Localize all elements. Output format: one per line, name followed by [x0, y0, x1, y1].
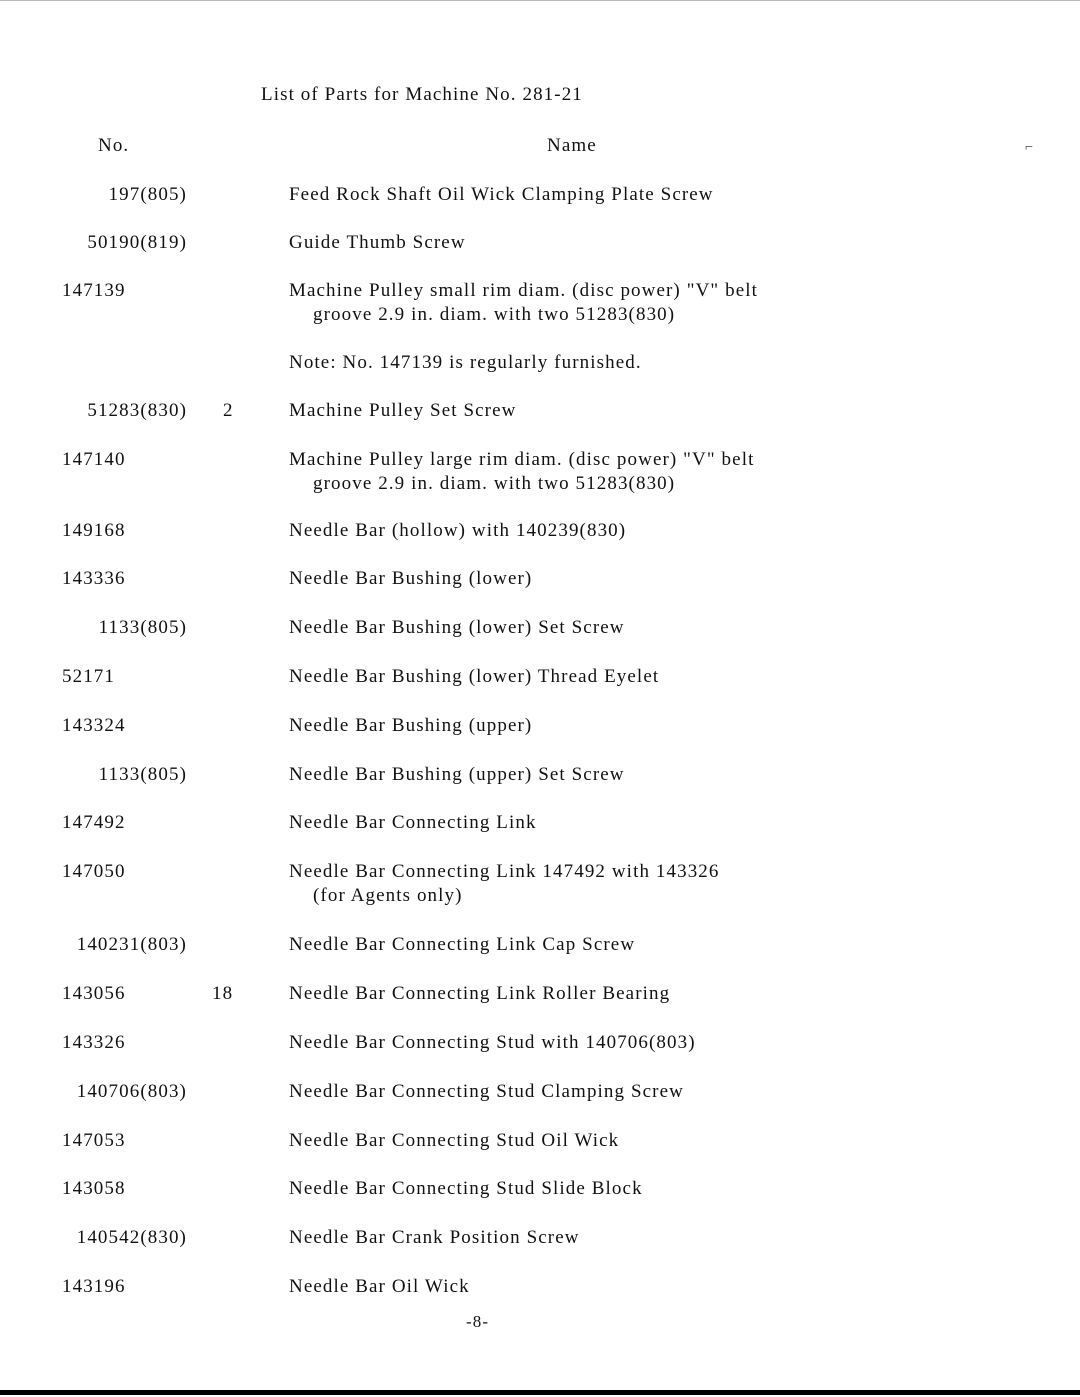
part-number: 143324: [62, 715, 126, 736]
part-name: Needle Bar Connecting Stud Slide Block: [289, 1178, 643, 1199]
part-name: Needle Bar Connecting Stud Clamping Screw: [289, 1081, 684, 1102]
part-name: Machine Pulley small rim diam. (disc power) "V" belt: [289, 280, 758, 301]
part-name: Guide Thumb Screw: [289, 232, 466, 253]
part-name: Needle Bar (hollow) with 140239(830): [289, 520, 627, 541]
part-number: 50190(819): [87, 232, 187, 253]
part-name: Machine Pulley Set Screw: [289, 400, 517, 421]
part-name: Needle Bar Connecting Link 147492 with 143326: [289, 861, 720, 882]
part-number: 1133(805): [98, 617, 187, 638]
part-name-continued: groove 2.9 in. diam. with two 51283(830): [313, 304, 676, 325]
part-number: 1133(805): [98, 764, 187, 785]
part-number: 147140: [62, 449, 126, 470]
part-name: Needle Bar Crank Position Screw: [289, 1227, 580, 1248]
part-number: 149168: [62, 520, 126, 541]
part-number: 143326: [62, 1032, 126, 1053]
part-name-continued: (for Agents only): [313, 885, 463, 906]
page-number: -8-: [466, 1312, 490, 1331]
margin-mark: ⌐: [1025, 140, 1033, 155]
part-number: 140706(803): [76, 1081, 187, 1102]
part-name: Needle Bar Bushing (lower) Set Screw: [289, 617, 625, 638]
part-number: 147050: [62, 861, 126, 882]
part-name: Needle Bar Bushing (lower): [289, 568, 533, 589]
part-name: Needle Bar Bushing (upper): [289, 715, 533, 736]
part-quantity: 2: [223, 400, 234, 421]
part-number: 147139: [62, 280, 126, 301]
part-number: 52171: [62, 666, 115, 687]
part-name: Needle Bar Connecting Stud with 140706(803): [289, 1032, 696, 1053]
page-title: List of Parts for Machine No. 281-21: [261, 84, 583, 105]
top-border: [0, 0, 1080, 1]
part-number: 140542(830): [76, 1227, 187, 1248]
part-name: Needle Bar Connecting Stud Oil Wick: [289, 1130, 620, 1151]
part-number: 140231(803): [76, 934, 187, 955]
part-number: 147492: [62, 812, 126, 833]
part-number: 147053: [62, 1130, 126, 1151]
part-name: Needle Bar Bushing (upper) Set Screw: [289, 764, 625, 785]
part-name: Needle Bar Connecting Link Cap Screw: [289, 934, 636, 955]
part-number: 143336: [62, 568, 126, 589]
part-number: 51283(830): [87, 400, 187, 421]
part-name: Machine Pulley large rim diam. (disc power) "V" belt: [289, 449, 755, 470]
note-text: Note: No. 147139 is regularly furnished.: [289, 352, 642, 373]
part-name: Needle Bar Connecting Link: [289, 812, 537, 833]
column-header-name: Name: [547, 135, 597, 156]
part-number: 143056: [62, 983, 126, 1004]
column-header-no: No.: [98, 135, 130, 156]
part-number: 197(805): [108, 184, 187, 205]
bottom-border: [0, 1390, 1080, 1395]
part-name: Needle Bar Oil Wick: [289, 1276, 470, 1297]
part-quantity: 18: [212, 983, 234, 1004]
part-number: 143058: [62, 1178, 126, 1199]
part-name: Feed Rock Shaft Oil Wick Clamping Plate Screw: [289, 184, 714, 205]
part-number: 143196: [62, 1276, 126, 1297]
part-name: Needle Bar Connecting Link Roller Bearing: [289, 983, 671, 1004]
part-name: Needle Bar Bushing (lower) Thread Eyelet: [289, 666, 660, 687]
part-name-continued: groove 2.9 in. diam. with two 51283(830): [313, 473, 676, 494]
